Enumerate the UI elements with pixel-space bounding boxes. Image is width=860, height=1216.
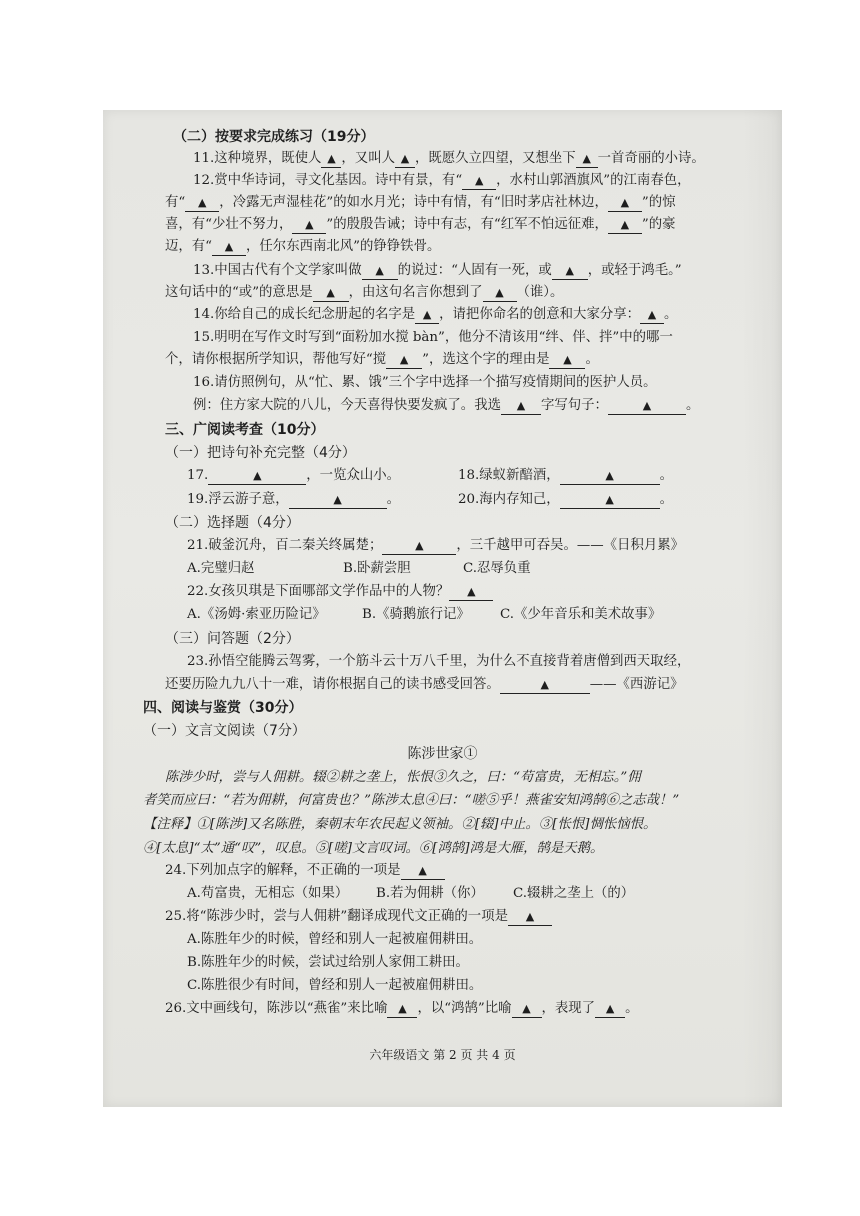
question-22-option-c[interactable]: C.《少年音乐和美术故事》 — [500, 607, 662, 622]
question-20: 20.海内存知己，▲ 。 — [458, 491, 673, 509]
question-15-line-1: 15.明明在写作文时写到“面粉加水搅 bàn”，他分不清该用“绊、伴、拌”中的哪一 — [193, 330, 673, 345]
question-12-line-1: 12.赏中华诗词，寻文化基因。诗中有景，有“▲ ，水村山郭酒旗风”的江南春色， — [193, 172, 691, 190]
question-16-line-2: 例：住方家大院的八儿，今天喜得快要发疯了。我选▲ 字写句子：▲ 。 — [193, 397, 699, 415]
question-26: 26.文中画线句，陈涉以“燕雀”来比喻▲ ，以“鸿鹄”比喻▲ ，表现了▲ 。 — [165, 1000, 638, 1018]
paper-shadow — [742, 110, 782, 1107]
answer-blank[interactable] — [549, 352, 585, 369]
question-16-line-1: 16.请仿照例句，从“忙、累、饿”三个字中选择一个描写疫情期间的医护人员。 — [193, 375, 657, 390]
question-15-line-2: 个，请你根据所学知识，帮他写好“搅▲ ”，选这个字的理由是▲ 。 — [165, 351, 599, 369]
section-title: （二）按要求完成练习（19分） — [173, 129, 375, 145]
question-22: 22.女孩贝琪是下面哪部文学作品中的人物？▲ — [187, 583, 493, 601]
answer-blank[interactable] — [212, 239, 246, 256]
question-24-option-c[interactable]: C.辍耕之垄上（的） — [513, 886, 635, 901]
question-17: 17.▲ ，一览众山小。 — [187, 467, 400, 485]
question-22-option-a[interactable]: A.《汤姆·索亚历险记》 — [187, 607, 326, 622]
question-12-line-4: 迈，有“▲ ，任尔东西南北风”的铮铮铁骨。 — [165, 238, 440, 256]
question-21-option-a[interactable]: A.完璧归赵 — [187, 561, 255, 576]
answer-blank[interactable] — [462, 173, 496, 190]
answer-blank[interactable] — [640, 307, 664, 324]
answer-blank[interactable] — [362, 263, 398, 280]
question-24: 24.下列加点字的解释，不正确的一项是▲ — [165, 862, 445, 880]
answer-blank[interactable] — [608, 217, 642, 234]
passage-paragraph: 陈涉少时，尝与人佣耕。辍②耕之垄上，怅恨③久之，曰：“苟富贵，无相忘。”佣 — [165, 770, 641, 785]
question-21-option-c[interactable]: C.忍辱负重 — [463, 561, 531, 576]
question-11: 11.这种境界，既使人▲ ，又叫人▲ ，既愿久立四望，又想坐下▲ 一首奇丽的小诗。 — [193, 150, 705, 168]
answer-blank[interactable] — [382, 538, 456, 555]
answer-blank[interactable] — [313, 285, 349, 302]
answer-blank[interactable] — [576, 151, 598, 168]
question-18: 18.绿蚁新醅酒，▲ 。 — [458, 467, 673, 485]
question-19: 19.浮云游子意，▲ 。 — [187, 491, 400, 509]
question-25: 25.将“陈涉少时，尝与人佣耕”翻译成现代文正确的一项是▲ — [165, 908, 552, 926]
answer-blank[interactable] — [500, 677, 590, 694]
answer-blank[interactable] — [501, 398, 541, 415]
page-footer: 六年级语文 第 2 页 共 4 页 — [369, 1048, 516, 1062]
subsection-title: （三）问答题（2分） — [165, 631, 300, 647]
question-12-line-2: 有“▲ ，冷露无声湿桂花”的如水月光；诗中有情，有“旧时茅店社林边，▲ ”的惊 — [165, 194, 676, 212]
answer-blank[interactable] — [185, 195, 219, 212]
question-13-line-2: 这句话中的“或”的意思是▲ ，由这句名言你想到了▲ （谁）。 — [165, 284, 563, 302]
subsection-title: （一）文言文阅读（7分） — [143, 723, 306, 739]
question-14: 14.你给自己的成长纪念册起的名字是▲ ，请把你命名的创意和大家分享：▲ 。 — [193, 306, 677, 324]
question-25-option-c[interactable]: C.陈胜很少有时间，曾经和别人一起被雇佣耕田。 — [187, 978, 483, 993]
question-22-option-b[interactable]: B.《骑鹅旅行记》 — [362, 607, 470, 622]
section-title: 三、广阅读考查（10分） — [165, 422, 325, 438]
answer-blank[interactable] — [321, 151, 341, 168]
answer-blank[interactable] — [386, 352, 422, 369]
answer-blank[interactable] — [552, 263, 588, 280]
exam-page — [103, 110, 782, 1107]
answer-blank[interactable] — [560, 468, 660, 485]
answer-blank[interactable] — [508, 909, 552, 926]
answer-blank[interactable] — [560, 492, 660, 509]
answer-blank[interactable] — [387, 1001, 417, 1018]
answer-blank[interactable] — [512, 1001, 542, 1018]
answer-blank[interactable] — [289, 492, 387, 509]
answer-blank[interactable] — [483, 285, 517, 302]
answer-blank[interactable] — [415, 307, 439, 324]
question-21-option-b[interactable]: B.卧薪尝胆 — [343, 561, 411, 576]
answer-blank[interactable] — [292, 217, 326, 234]
passage-note: ④[太息]“太”通“叹”，叹息。⑤[嗟]文言叹词。⑥[鸿鹄]鸿是大雁，鹄是天鹅。 — [143, 841, 604, 856]
section-title: 四、阅读与鉴赏（30分） — [143, 700, 303, 716]
answer-blank[interactable] — [608, 195, 642, 212]
answer-blank[interactable] — [395, 151, 415, 168]
answer-blank[interactable] — [401, 863, 445, 880]
question-25-option-a[interactable]: A.陈胜年少的时候，曾经和别人一起被雇佣耕田。 — [187, 932, 483, 947]
passage-note: 【注释】①[陈涉]又名陈胜，秦朝末年农民起义领袖。②[辍]中止。③[怅恨]惆怅恼恨。 — [143, 817, 657, 832]
question-12-line-3: 喜，有“少壮不努力，▲ ”的殷殷告诫；诗中有志，有“红军不怕远征难，▲ ”的豪 — [165, 216, 676, 234]
answer-blank[interactable] — [595, 1001, 625, 1018]
question-25-option-b[interactable]: B.陈胜年少的时候，尝试过给别人家佣工耕田。 — [187, 955, 469, 970]
subsection-title: （一）把诗句补充完整（4分） — [165, 445, 356, 461]
question-23-line-1: 23.孙悟空能腾云驾雾，一个筋斗云十万八千里，为什么不直接背着唐僧到西天取经， — [187, 654, 691, 669]
subsection-title: （二）选择题（4分） — [165, 515, 300, 531]
question-24-option-a[interactable]: A.苟富贵，无相忘（如果） — [187, 886, 349, 901]
answer-blank[interactable] — [449, 584, 493, 601]
answer-blank[interactable] — [608, 398, 686, 415]
passage-title: 陈涉世家① — [407, 746, 478, 762]
question-23-line-2: 还要历险九九八十一难，请你根据自己的读书感受回答。▲ ——《西游记》 — [165, 676, 684, 694]
passage-paragraph: 者笑而应曰：“若为佣耕，何富贵也？”陈涉太息④曰：“嗟⑤乎！燕雀安知鸿鹄⑥之志哉！” — [143, 793, 680, 808]
question-13-line-1: 13.中国古代有个文学家叫做▲ 的说过：“人固有一死，或▲ ，或轻于鸿毛。” — [193, 262, 682, 280]
question-21: 21.破釜沉舟，百二秦关终属楚；▲ ，三千越甲可吞吴。——《日积月累》 — [187, 537, 684, 555]
question-24-option-b[interactable]: B.若为佣耕（你） — [376, 886, 484, 901]
answer-blank[interactable] — [208, 468, 306, 485]
